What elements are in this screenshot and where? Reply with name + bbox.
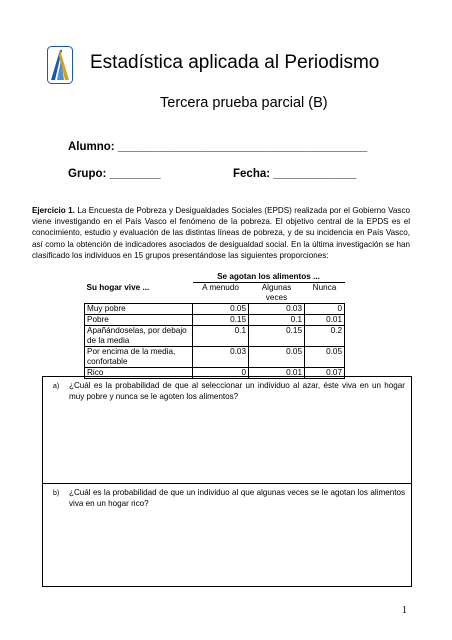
table-cell: 0.05 (249, 347, 305, 368)
document-subtitle: Tercera prueba parcial (B) (160, 95, 328, 111)
group-field: Grupo: ________ (68, 168, 161, 180)
row-header: Su hogar vive ... (86, 282, 150, 292)
table-row (85, 304, 345, 315)
row-label: Pobre (85, 315, 193, 326)
question-a-box[interactable] (42, 376, 412, 484)
question-text: ¿Cuál es la probabilidad de que un individuo al que algunas veces se le agotan los alimentos viva en un hogar rico? (69, 488, 405, 509)
table-cell: 0.03 (249, 304, 305, 315)
exercise-heading: Ejercicio 1. (32, 206, 75, 215)
table-row (85, 347, 345, 368)
page-number: 1 (402, 605, 407, 616)
table-cell: 0.05 (305, 347, 345, 368)
table-cell: 0.07 (305, 368, 345, 379)
table-cell: 0.05 (193, 304, 249, 315)
question-letter: b) (53, 490, 60, 497)
table-cell: 0.15 (249, 326, 305, 347)
table-header-row-2 (85, 283, 345, 304)
exercise-text: La Encuesta de Pobreza y Desigualdades Sociales (EPDS) realizada por el Gobierno Vasco viene investigando en el País Vasco el fenómeno de la pobreza. El objetivo central de la EPDS es el conocimiento, estudio y evaluación de las distintas líneas de pobreza, y de su incidencia en País Vasco, así como la obtención de indicadores asociados de desigualdad social. En la última investigación se han clasificado los individuos en 15 grupos presentándose las siguientes proporciones: (32, 206, 410, 260)
question-text: ¿Cuál es la probabilidad de que al seleccionar un individuo al azar, éste viva en un hogar muy pobre y nunca se le agoten los alimentos? (69, 381, 405, 402)
exercise-statement (32, 205, 410, 261)
question-b-box[interactable] (42, 483, 412, 587)
table-cell: 0 (305, 304, 345, 315)
table-cell: 0.15 (193, 315, 249, 326)
table-cell: 0.2 (305, 326, 345, 347)
table-cell: 0.01 (305, 315, 345, 326)
table-row (85, 326, 345, 347)
column-group-header: Se agotan los alimentos ... (193, 272, 345, 283)
table-cell: 0 (193, 368, 249, 379)
column-header: Nunca (312, 283, 337, 292)
row-label: Apañándoselas, por debajo de la media (85, 326, 193, 347)
row-label: Rico (85, 368, 193, 379)
table-cell: 0.1 (249, 315, 305, 326)
table-cell: 0.1 (193, 326, 249, 347)
row-label: Por encima de la media, confortable (85, 347, 193, 368)
table-header-row-1 (85, 272, 345, 283)
student-name-field: Alumno: _______________________________________ (68, 141, 368, 153)
document-title: Estadística aplicada al Periodismo (90, 52, 380, 73)
table-row (85, 315, 345, 326)
column-header: A menudo (202, 283, 239, 292)
column-header: Algunas veces (261, 283, 292, 302)
table-cell: 0.03 (193, 347, 249, 368)
university-logo (47, 46, 73, 84)
date-field: Fecha: _____________ (233, 168, 357, 180)
table-cell: 0.01 (249, 368, 305, 379)
question-letter: a) (53, 383, 60, 390)
row-label: Muy pobre (85, 304, 193, 315)
proportions-table (84, 272, 345, 379)
